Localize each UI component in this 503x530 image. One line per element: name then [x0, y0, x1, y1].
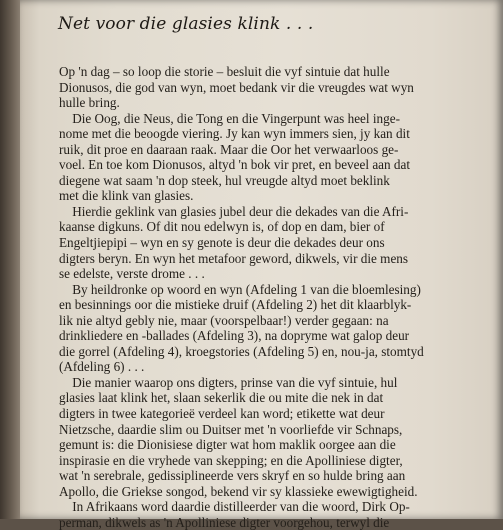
text-line: lik nie altyd gebly nie, maar (voorspelbaar!) verder gegaan: na: [59, 312, 389, 328]
text-line: glasies laat klink het, slaan sekerlik die ou mite die nek in dat: [59, 390, 384, 406]
text-line: (Afdeling 6) . . .: [59, 359, 145, 375]
text-line: ruik, dit proe en daaraan raak. Maar die Oor het verwaarloos ge-: [59, 141, 399, 157]
book-gutter: [0, 0, 20, 519]
text-line: voel. En toe kom Dionusos, altyd 'n bok vir pret, en beveel aan dat: [59, 157, 411, 173]
text-line: Die Oog, die Neus, die Tong en die Vingerpunt was heel inge-: [59, 110, 400, 126]
text-line: perman, dikwels as 'n Apolliniese digter voorgehou, terwyl die: [59, 514, 390, 530]
paragraph: [59, 111, 459, 204]
text-line: kaanse digkuns. Of dit nou edelwyn is, of dop en dam, bier of: [59, 219, 385, 235]
text-line: Die manier waarop ons digters, prinse van die vyf sintuie, hul: [59, 374, 398, 390]
text-line: en besinnings oor die mistieke druif (Afdeling 2) het dit klaarblyk-: [59, 297, 412, 313]
text-line: drinkliedere en -ballades (Afdeling 3), na dopryme wat galop deur: [59, 328, 410, 344]
text-line: diegene wat saam 'n dop steek, hul vreugde altyd moet beklink: [59, 172, 390, 188]
text-line: digters in twee kategorieë verdeel kan word; etikette wat deur: [59, 406, 385, 422]
paragraph: [59, 282, 459, 375]
text-line: inspirasie en die vryhede van skepping; en die Apolliniese digter,: [59, 452, 403, 468]
text-line: In Afrikaans word daardie distilleerder van die woord, Dirk Op-: [59, 499, 410, 515]
text-line: Engeltjiepipi – wyn en sy genote is deur die dekades deur ons: [59, 235, 385, 251]
text-line: nome met die beoogde viering. Jy kan wyn immers sien, jy kan dit: [59, 126, 410, 142]
text-line: se edelste, verste drome . . .: [59, 266, 205, 282]
text-line: met die klink van glasies.: [59, 188, 194, 204]
text-line: By heildronke op woord en wyn (Afdeling 1 van die bloemlesing): [59, 281, 421, 297]
chapter-title: Net voor die glasies klink . . .: [58, 14, 314, 34]
paragraph: [59, 204, 459, 282]
text-line: digters beryn. En wyn het metafoor geword, dikwels, vir die mens: [59, 250, 409, 266]
paragraph: [59, 64, 459, 111]
text-line: Op 'n dag – so loop die storie – besluit die vyf sintuie dat hulle: [59, 64, 390, 79]
text-line: Nietzsche, daardie slim ou Duitser met 'n voorliefde vir Schnaps,: [59, 421, 403, 437]
text-line: Dionusos, die god van wyn, moet bedank vir die vreugdes wat wyn: [59, 79, 414, 95]
text-line: die gorrel (Afdeling 4), kroegstories (Afdeling 5) en, nou-ja, stomtyd: [59, 343, 424, 359]
text-line: Hierdie geklink van glasies jubel deur die dekades van die Afri-: [59, 203, 409, 219]
text-line: wat 'n serebrale, gedissiplineerde vers skryf en so hulde bring aan: [59, 468, 406, 484]
text-line: Apollo, die Griekse songod, bekend vir sy klassieke ewewigtigheid.: [59, 483, 418, 499]
text-line: gemunt is: die Dionisiese digter wat hom maklik oorgee aan die: [59, 437, 396, 453]
body-text: [59, 64, 459, 530]
text-line: hulle bring.: [59, 95, 120, 111]
paragraph: [59, 499, 459, 530]
paragraph: [59, 375, 459, 499]
